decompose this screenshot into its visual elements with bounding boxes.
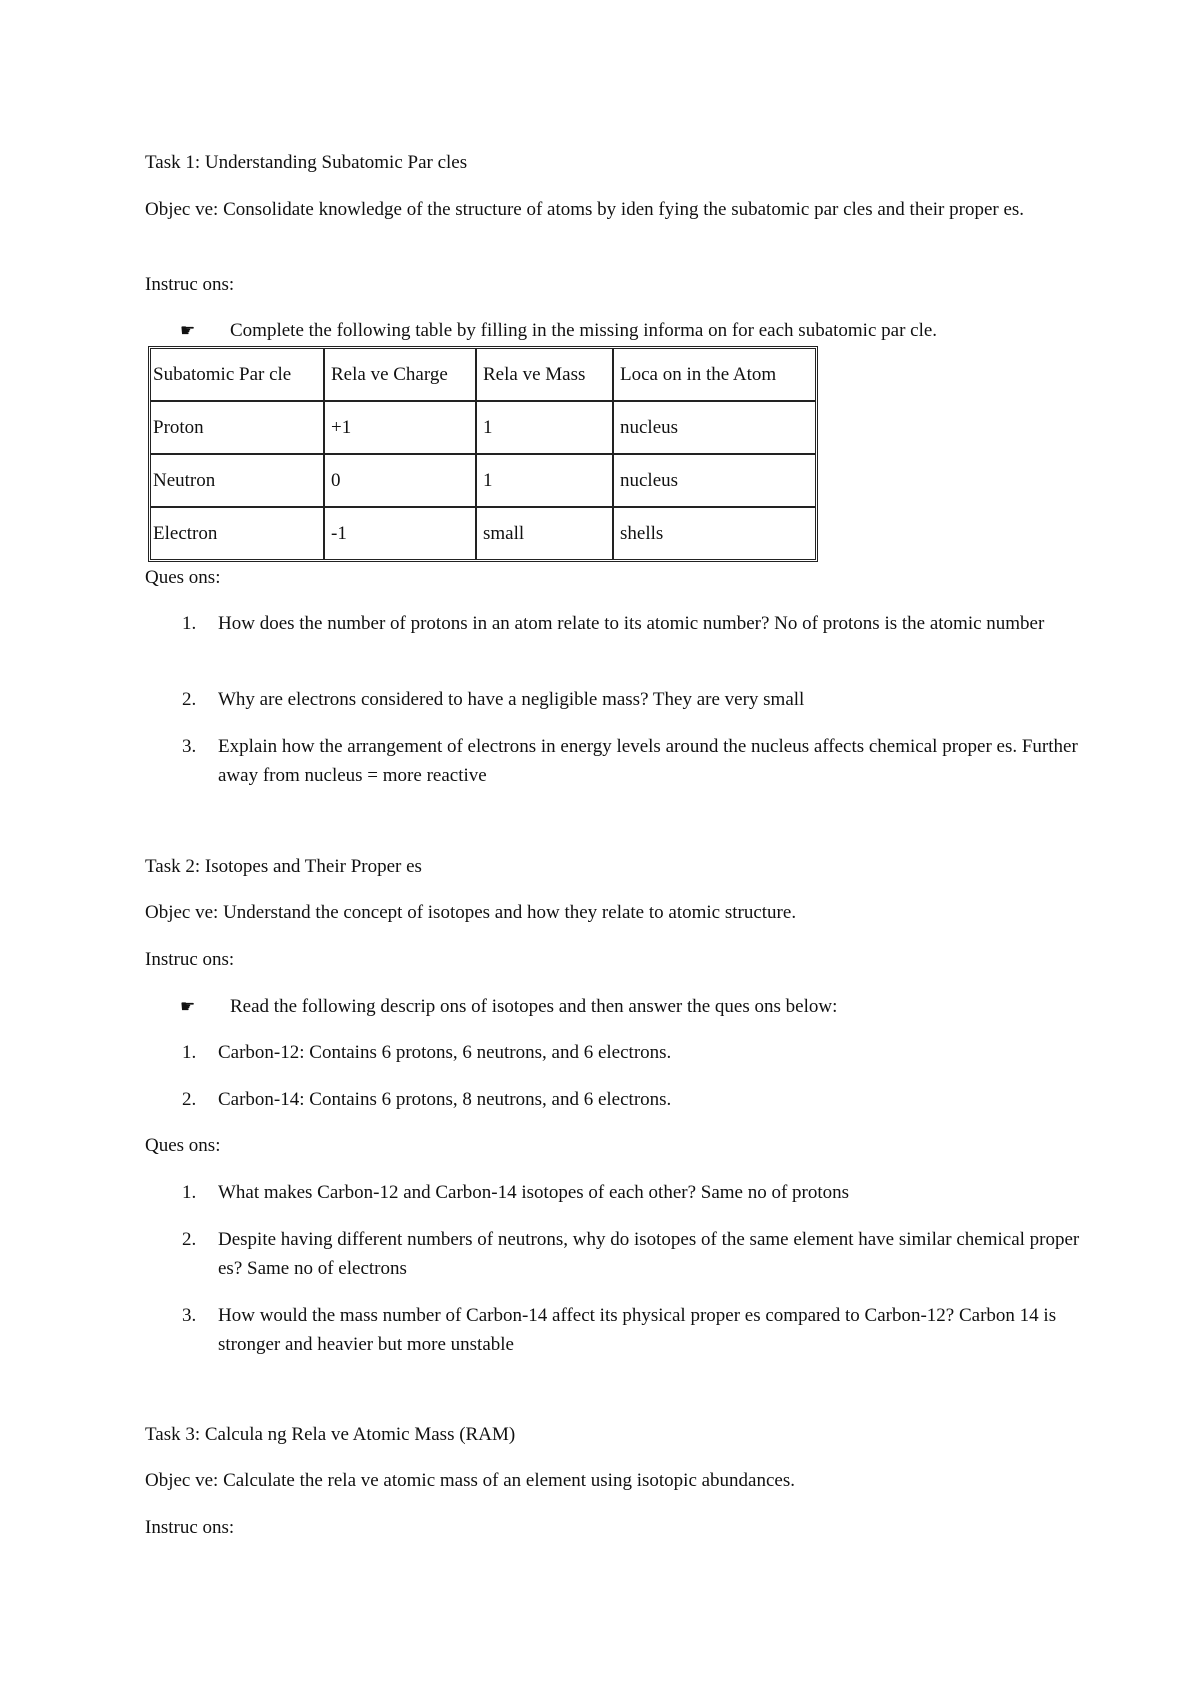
table-cell: nucleus <box>614 455 815 508</box>
task1-objective: Objec ve: Consolidate knowledge of the structure of atoms by iden fying the subatomic par cles and their proper es. <box>145 199 1025 220</box>
task2-instructions-label: Instruc ons: <box>145 949 235 970</box>
table-cell: shells <box>620 522 664 544</box>
table-cell: -1 <box>325 508 477 559</box>
table-cell: small <box>477 508 614 559</box>
question-number: 2. <box>182 1229 197 1250</box>
task2-bullet-text: Read the following descrip ons of isotopes and then answer the ques ons below: <box>230 996 838 1017</box>
task2-questions-label: Ques ons: <box>145 1135 221 1156</box>
table-header-row <box>151 349 815 402</box>
question-number: 3. <box>182 736 197 757</box>
table-header-cell: Rela ve Mass <box>477 349 614 402</box>
table-cell: Electron <box>151 508 325 559</box>
question-text: Why are electrons considered to have a negligible mass? They are very small <box>218 689 805 710</box>
task2-title: Task 2: Isotopes and Their Proper es <box>145 856 422 877</box>
task1-instructions-label: Instruc ons: <box>145 274 235 295</box>
task3-title: Task 3: Calcula ng Rela ve Atomic Mass (RAM) <box>145 1424 516 1445</box>
pointing-hand-icon: ☛ <box>180 321 196 340</box>
list-item-text: Carbon-12: Contains 6 protons, 6 neutrons, and 6 electrons. <box>218 1042 672 1063</box>
table-header-cell: Loca on in the Atom <box>614 349 815 402</box>
table-row <box>151 508 815 559</box>
subatomic-particles-table <box>148 346 818 562</box>
list-item-number: 2. <box>182 1089 197 1110</box>
table-cell: 0 <box>325 455 477 508</box>
table-row <box>151 455 815 508</box>
question-number: 1. <box>182 613 197 634</box>
question-text: Explain how the arrangement of electrons in energy levels around the nucleus affects chemical proper es. Further away from nucleus = more reactive <box>218 736 1078 786</box>
table-cell: 1 <box>477 455 614 508</box>
table-header-cell: Subatomic Par cle <box>151 349 325 402</box>
question-text: Despite having different numbers of neutrons, why do isotopes of the same element have similar chemical proper es? Same no of electrons <box>218 1229 1080 1279</box>
question-number: 2. <box>182 689 197 710</box>
task1-questions-label: Ques ons: <box>145 567 221 588</box>
question-text: What makes Carbon-12 and Carbon-14 isotopes of each other? Same no of protons <box>218 1182 850 1203</box>
table-header-cell: Rela ve Charge <box>325 349 477 402</box>
list-item-text: Carbon-14: Contains 6 protons, 8 neutrons, and 6 electrons. <box>218 1089 672 1110</box>
question-number: 3. <box>182 1305 197 1326</box>
question-number: 1. <box>182 1182 197 1203</box>
pointing-hand-icon: ☛ <box>180 997 196 1016</box>
task2-objective: Objec ve: Understand the concept of isotopes and how they relate to atomic structure. <box>145 902 797 923</box>
table-cell: +1 <box>325 402 477 455</box>
task1-bullet-text: Complete the following table by filling in the missing informa on for each subatomic par cle. <box>230 320 938 341</box>
table-cell: Neutron <box>151 455 325 508</box>
question-text: How would the mass number of Carbon-14 affect its physical proper es compared to Carbon-12? Carbon 14 is stronger and heavier but more unstable <box>218 1305 1057 1355</box>
table-cell: Proton <box>151 402 325 455</box>
table-cell: nucleus <box>614 402 815 455</box>
question-text: How does the number of protons in an atom relate to its atomic number? No of protons is the atomic number <box>218 613 1045 634</box>
task3-instructions-label: Instruc ons: <box>145 1517 235 1538</box>
table-cell: 1 <box>477 402 614 455</box>
task3-objective: Objec ve: Calculate the rela ve atomic mass of an element using isotopic abundances. <box>145 1470 795 1491</box>
list-item-number: 1. <box>182 1042 197 1063</box>
task1-title: Task 1: Understanding Subatomic Par cles <box>145 152 468 173</box>
table-row <box>151 402 815 455</box>
